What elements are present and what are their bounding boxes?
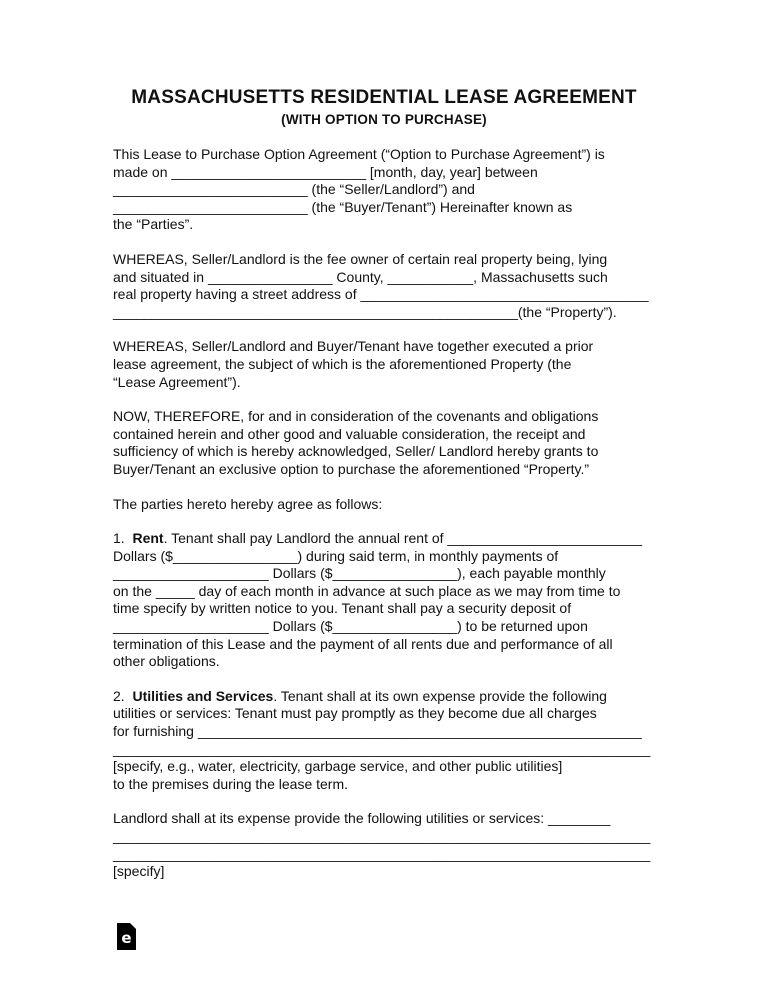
text-line: Landlord shall at its expense provide the following utilities or services: ________	[113, 810, 611, 827]
section-rent	[113, 530, 661, 671]
blank-line: _____________________________________________________________________	[113, 740, 651, 757]
logo-letter: e	[121, 928, 132, 947]
text-line: ____________________ Dollars ($________________) to be returned upon	[113, 618, 588, 635]
text-line: _________________________ (the “Buyer/Tenant”) Hereinafter known as	[113, 198, 573, 215]
paragraph-now-therefore	[113, 408, 661, 478]
document-title: MASSACHUSETTS RESIDENTIAL LEASE AGREEMENT	[131, 87, 637, 108]
text-line: ____________________________________________________(the “Property”).	[113, 303, 617, 320]
document-body	[113, 146, 661, 898]
section-first-line	[113, 530, 661, 548]
section-number: 2.	[113, 687, 133, 704]
section-text: . Tenant shall pay Landlord the annual rent of _________________________	[163, 530, 643, 547]
section-first-line	[113, 688, 661, 706]
blank-line: _____________________________________________________________________	[113, 845, 651, 862]
text-line: and situated in ________________ County, ___________, Massachusetts such	[113, 268, 608, 285]
text-line: the “Parties”.	[113, 216, 194, 233]
text-line: to the premises during the lease term.	[113, 775, 349, 792]
section-text: . Tenant shall at its own expense provide the following	[273, 687, 607, 704]
text-line: real property having a street address of _____________________________________	[113, 286, 649, 303]
text-line: ____________________ Dollars ($________________), each payable monthly	[113, 565, 606, 582]
text-line: utilities or services: Tenant must pay promptly as they become due all charges	[113, 705, 597, 722]
text-line: This Lease to Purchase Option Agreement (“Option to Purchase Agreement”) is	[113, 146, 605, 162]
text-line: sufficiency of which is hereby acknowledged, Seller/ Landlord hereby grants to	[113, 443, 599, 460]
text-line: lease agreement, the subject of which is the aforementioned Property (the	[113, 355, 572, 372]
paragraph-whereas-lease	[113, 338, 661, 391]
text-line: contained herein and other good and valuable consideration, the receipt and	[113, 425, 586, 442]
paragraph-intro	[113, 146, 661, 234]
text-line: “Lease Agreement”).	[113, 373, 241, 390]
text-line: WHEREAS, Seller/Landlord and Buyer/Tenant have together executed a prior	[113, 338, 594, 355]
text-line: Dollars ($________________) during said term, in monthly payments of	[113, 547, 559, 564]
hint-line: [specify]	[113, 863, 165, 880]
text-line: _________________________ (the “Seller/Landlord”) and	[113, 181, 475, 198]
section-heading: Rent	[132, 530, 164, 547]
text-line: made on _________________________ [month, day, year] between	[113, 163, 538, 180]
text-line: NOW, THEREFORE, for and in consideration of the covenants and obligations	[113, 408, 599, 425]
text-line: on the _____ day of each month in advance at such place as we may from time to	[113, 582, 621, 599]
section-heading: Utilities and Services	[132, 687, 274, 704]
text-line: time specify by written notice to you. Tenant shall pay a security deposit of	[113, 600, 572, 617]
paragraph-whereas-property	[113, 251, 661, 321]
section-utilities	[113, 688, 661, 794]
document-subtitle: (WITH OPTION TO PURCHASE)	[281, 112, 487, 127]
text-line: other obligations.	[113, 653, 220, 670]
text-line: Buyer/Tenant an exclusive option to purchase the aforementioned “Property.”	[113, 460, 590, 477]
paragraph-landlord-utilities	[113, 810, 661, 880]
blank-line: _____________________________________________________________________	[113, 828, 651, 844]
text-line: for furnishing _________________________________________________________	[113, 723, 642, 740]
hint-line: [specify, e.g., water, electricity, garbage service, and other public utilities]	[113, 758, 563, 775]
eforms-logo	[117, 923, 136, 950]
text-line: WHEREAS, Seller/Landlord is the fee owner of certain real property being, lying	[113, 250, 608, 267]
text-line: termination of this Lease and the payment of all rents due and performance of all	[113, 635, 613, 652]
text-line: The parties hereto hereby agree as follows:	[113, 495, 383, 512]
paragraph-agreement-clause	[113, 496, 661, 514]
section-number: 1.	[113, 530, 133, 547]
